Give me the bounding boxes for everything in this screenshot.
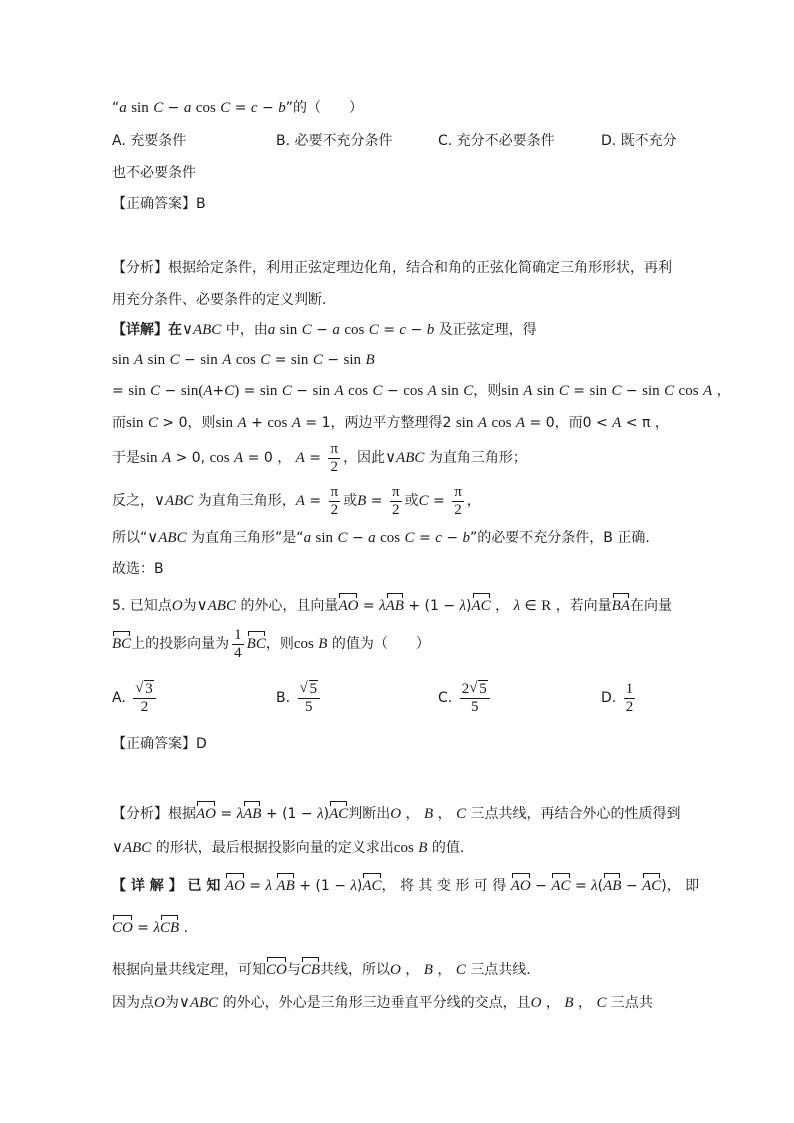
detail-q5-line2: CO = λCB . <box>112 914 188 938</box>
answer-q4: 【正确答案】B <box>112 196 206 212</box>
detail-q4-line3: = sin C − sin(A+C) = sin C − sin A cos C − cos A sin C，则sin A sin C = sin C − sin C cos A ， <box>112 383 731 399</box>
answer-q5: 【正确答案】D <box>112 736 207 752</box>
detail-q4-line5: 于是sin A > 0, cos A = 0 ， A = $\frac{\pi}{2}$ ，因此∨ABC 为直角三角形； <box>112 440 527 475</box>
q5-stem-line1: 5. 已知点O为∨ABC 的外心，且向量AO = λAB + (1 − λ)AC ， λ ∈ R ，若向量BA在向量 <box>112 592 672 616</box>
detail-q5-line4: 因为点O为∨ABC 的外心，外心是三角形三边垂直平分线的交点，且O ， B ， C 三点共 <box>112 995 653 1011</box>
option-d-wrap: 也不必要条件 <box>112 165 196 181</box>
analysis-q5-line2: ∨ABC 的形状，最后根据投影向量的定义求出cos B 的值. <box>112 840 465 856</box>
detail-q5-line3: 根据向量共线定理，可知CO与CB共线，所以O ， B ， C 三点共线. <box>112 956 531 980</box>
detail-q4-line7: 所以“∨ABC 为直角三角形”是“a sin C − a cos C = c − b”的必要不充分条件，B 正确. <box>112 530 650 546</box>
detail-q4-line4: 而sin C > 0，则sin A + cos A = 1，两边平方整理得2 sin A cos A = 0，而0 < A < π ， <box>112 415 669 431</box>
q5-option-a: A. √ $\frac{3}{2}$ <box>112 680 159 716</box>
analysis-q5: 【分析】根据AO = λAB + (1 − λ)AC判断出O ， B ， C 三点共线，再结合外心的性质得到 <box>112 800 681 824</box>
option-c: C. 充分不必要条件 <box>438 133 555 149</box>
analysis-q4-line2: 用充分条件、必要条件的定义判断. <box>112 292 327 308</box>
q5-option-d: D. $\frac{1}{2}$ <box>601 680 634 715</box>
detail-q5-line1: 【 详 解 】 已 知 AO = λ AB + (1 − λ)AC， 将 其 变 形 可 得 AO − AC = λ(AB − AC)， 即 <box>112 872 699 896</box>
detail-q4-line6: 反之，∨ABC 为直角三角形，A = $\frac{\pi}{2}$ 或B = $\frac{\pi}{2}$ 或C = $\frac{\pi}{2}$ ， <box>112 483 481 518</box>
q5-option-b: B. √ $\frac{5}{5}$ <box>276 680 323 716</box>
analysis-q4: 【分析】根据给定条件，利用正弦定理边化角，结合和角的正弦化简确定三角形形状，再利 <box>112 260 672 276</box>
option-a: A. 充要条件 <box>112 133 187 149</box>
option-b: B. 必要不充分条件 <box>276 133 393 149</box>
option-d: D. 既不充分 <box>601 133 677 149</box>
q5-option-c: C. $\frac{2√ 5}{5}$ <box>438 680 493 716</box>
detail-q4-line1: 【详解】在∨ABC 中，由a sin C − a cos C = c − b 及正弦定理，得 <box>112 322 537 338</box>
stem-continuation: “a sin C − a cos C = c − b”的（ ） <box>112 100 363 116</box>
q5-stem-line2: BC上的投影向量为 $\frac{1}{4}$ BC，则cos B 的值为（ ） <box>112 626 430 661</box>
choose-q4: 故选：B <box>112 561 164 577</box>
detail-q4-line2: sin A sin C − sin A cos C = sin C − sin B <box>112 352 375 368</box>
